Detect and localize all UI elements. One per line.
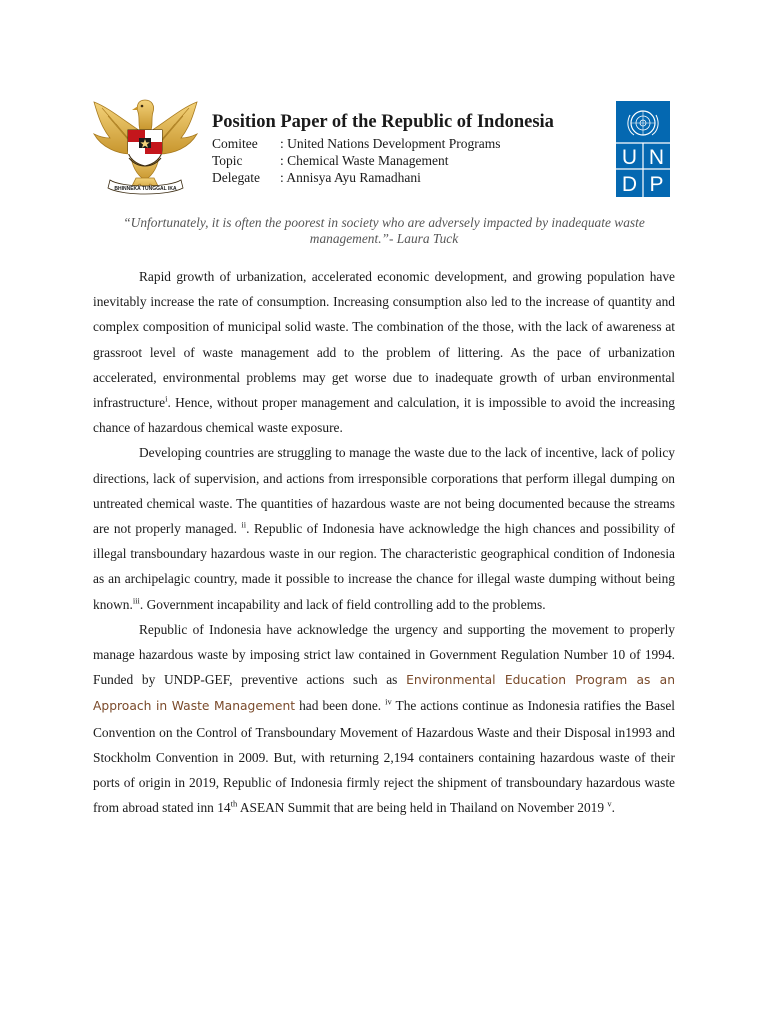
garuda-pancasila-emblem-icon xyxy=(88,94,203,204)
meta-row-topic xyxy=(212,152,612,169)
footnote-ref[interactable]: iii xyxy=(132,595,140,606)
ordinal-suffix: th xyxy=(230,798,238,809)
text-span: had been done. xyxy=(295,698,386,714)
text-span: Developing countries are struggling to manage the waste due to the lack of incentive, lack of policy directions, lack of supervision, and actions from irresponsible corporations that perform illegal dumping on untreated chemical waste. The quantities of hazardous waste are not being documented because the streams are not properly managed. xyxy=(93,445,675,537)
footnote-ref[interactable]: iv xyxy=(385,696,392,707)
meta-value: : United Nations Development Programs xyxy=(280,136,501,151)
paragraph-3 xyxy=(93,617,675,821)
text-span: Republic of Indonesia have acknowledge the urgency and supporting the movement to properly manage hazardous waste by imposing strict law contained in Government Regulation Number 10 of 1994. Funded by UNDP-GEF, preventive actions such as xyxy=(93,621,675,688)
text-span: . Hence, without proper management and calculation, it is impossible to avoid the increasing chance of hazardous chemical waste exposure. xyxy=(93,395,675,436)
footnote-ref[interactable]: v xyxy=(607,798,612,809)
text-span: . xyxy=(611,800,615,816)
page-title: Position Paper of the Republic of Indonesia xyxy=(212,112,554,132)
logo-letter-u: U xyxy=(621,146,638,169)
meta-value: : Annisya Ayu Ramadhani xyxy=(280,170,421,185)
document-header xyxy=(212,111,612,186)
meta-label: Comitee xyxy=(212,136,258,151)
logo-letter-n: N xyxy=(648,146,665,169)
meta-row-delegate xyxy=(212,169,612,186)
footnote-ref[interactable]: i xyxy=(165,393,168,404)
logo-letter-d: D xyxy=(621,173,638,196)
emblem-motto: BHINNEKA TUNGGAL IKA xyxy=(114,186,177,192)
meta-value: : Chemical Waste Management xyxy=(280,153,449,168)
paragraph-2 xyxy=(93,440,675,616)
undp-logo xyxy=(616,101,670,197)
logo-letter-p: P xyxy=(649,173,664,196)
text-span: . Government incapability and lack of field controlling add to the problems. xyxy=(139,596,546,612)
text-span: . Republic of Indonesia have acknowledge the high chances and possibility of illegal transboundary hazardous waste in our region. The characteristic geographical condition of Indonesia as an archipelagic country, made it possible to increase the chance for illegal waste dumping without being known. xyxy=(93,521,676,612)
text-span: Rapid growth of urbanization, accelerated economic development, and growing population have inevitably increase the rate of consumption. Increasing consumption also led to the increase of quantity and complex composition of municipal solid waste. The combination of the those, with the lack of awareness at grassroot level of waste management add to the problem of littering. As the pace of urbanization accelerated, environmental problems may get worse due to inadequate growth of urban environmental infrastructure xyxy=(93,269,675,411)
epigraph-quote: “Unfortunately, it is often the poorest in society who are adversely impacted by inadequate waste management.”- Laura Tuck xyxy=(123,215,645,246)
document-body xyxy=(93,264,675,820)
meta-row-committee xyxy=(212,135,612,152)
program-link[interactable]: Environmental Education Program as an Approach in Waste Management xyxy=(93,673,675,714)
footnote-ref[interactable]: ii xyxy=(241,519,247,530)
meta-label: Delegate xyxy=(212,170,260,185)
text-span: ASEAN Summit that are being held in Thailand on November 2019 xyxy=(237,800,608,816)
meta-label: Topic xyxy=(212,153,243,168)
text-span: The actions continue as Indonesia ratifies the Basel Convention on the Control of Transboundary Movement of Hazardous Waste and their Disposal in1993 and Stockholm Convention in 2009. But, with returning 2,194 containers containing hazardous waste of their ports of origin in 2019, Republic of Indonesia firmly reject the shipment of transboundary hazardous waste from abroad stated inn 14 xyxy=(93,698,675,816)
paragraph-1 xyxy=(93,264,675,440)
